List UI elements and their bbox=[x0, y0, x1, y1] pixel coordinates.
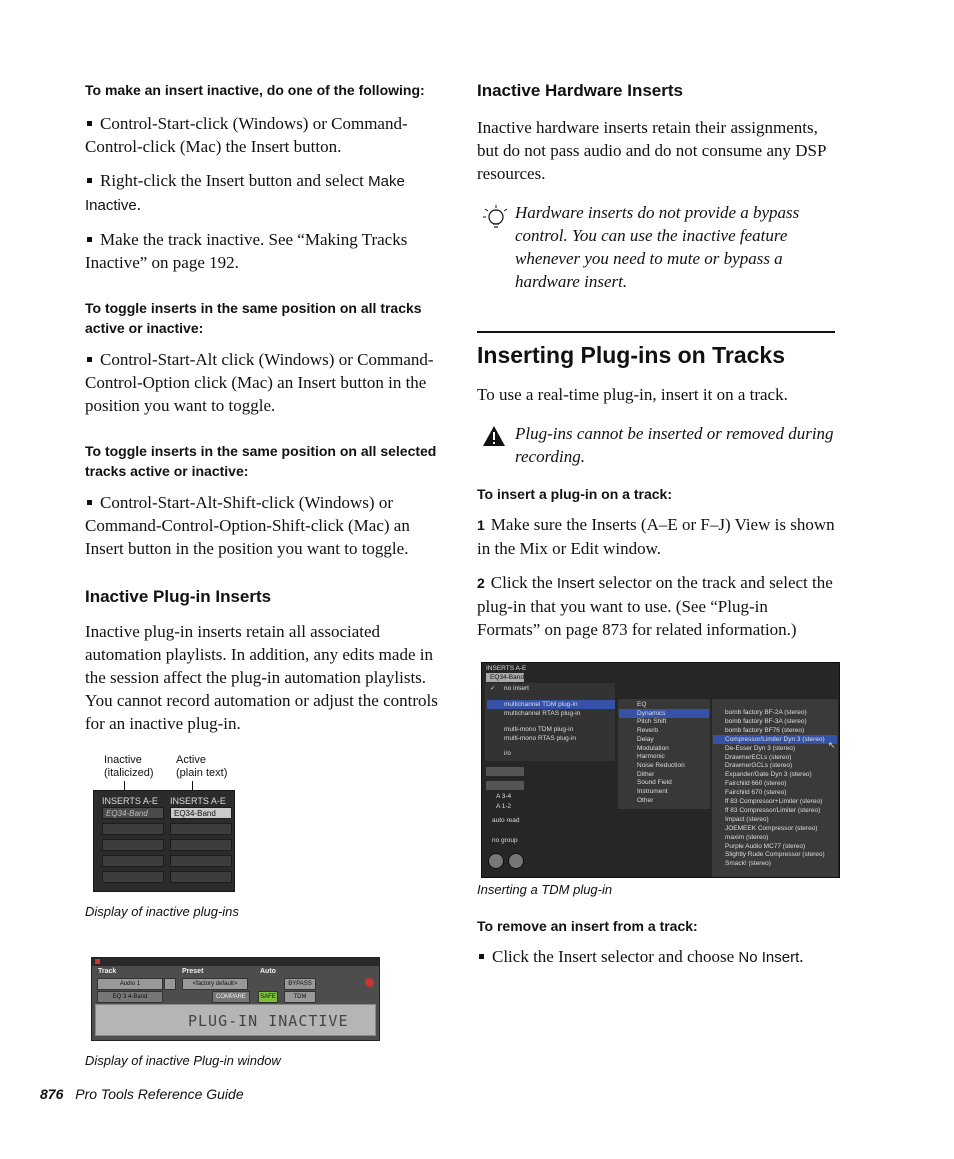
insert-slot[interactable] bbox=[102, 823, 164, 835]
plugin-menu-item[interactable]: DrawmerGCLs (stereo) bbox=[725, 762, 793, 770]
left-column bbox=[85, 80, 445, 735]
plugin-menu-item[interactable]: Slightly Rude Compressor (stereo) bbox=[725, 851, 825, 859]
insert-slot-inactive[interactable]: EQ34-Band bbox=[102, 807, 164, 819]
paragraph: Inactive hardware inserts retain their assignments, but do not pass audio and do not consume any DSP resources. bbox=[477, 118, 826, 183]
submenu-category-item[interactable]: Dither bbox=[637, 770, 655, 778]
plugin-menu-item[interactable]: bomb factory BF76 (stereo) bbox=[725, 726, 805, 734]
plugin-menu-item[interactable]: De-Esser Dyn 3 (stereo) bbox=[725, 744, 796, 752]
procedure-heading: To toggle inserts in the same position on all tracks active or inactive: bbox=[85, 300, 422, 336]
chapter-heading: Inserting Plug-ins on Tracks bbox=[477, 342, 786, 368]
inserts-header: INSERTS A-E bbox=[102, 796, 158, 806]
step-item: 2 Click the Insert selector on the track and select the plug-in that you want to use. (See “Plug-in Formats” on page 873 for related information.) bbox=[477, 573, 833, 639]
insert-slot[interactable] bbox=[102, 839, 164, 851]
compare-button[interactable]: COMPARE bbox=[212, 991, 250, 1003]
plugin-menu-item[interactable]: ff 83 Compressor+Limiter (stereo) bbox=[725, 798, 823, 805]
track-label: Track bbox=[98, 968, 117, 975]
insert-slot[interactable] bbox=[170, 839, 232, 851]
safe-button[interactable]: SAFE bbox=[258, 991, 278, 1003]
bypass-button[interactable]: BYPASS bbox=[284, 978, 316, 990]
paragraph: Inactive plug-in inserts retain all associated automation playlists. In addition, any edits made in the session affect the plug-in automation playlists. You cannot record automation or adjust the controls for an inactive plug-in. bbox=[85, 622, 438, 733]
group-selector[interactable]: no group bbox=[492, 837, 518, 844]
track-selector[interactable]: Audio 1 bbox=[97, 978, 163, 990]
section-heading: Inactive Hardware Inserts bbox=[477, 81, 683, 100]
lightbulb-icon bbox=[481, 203, 507, 233]
plugin-menu-item[interactable]: Impact (stereo) bbox=[725, 815, 769, 823]
preset-selector[interactable]: <factory default> bbox=[182, 978, 248, 990]
bullet-icon bbox=[87, 500, 92, 505]
bullet-icon bbox=[87, 178, 92, 183]
bullet-item: Control-Start-Alt-Shift-click (Windows) or Command-Control-Option-Shift-click (Mac) an Insert button in the position you want to toggle. bbox=[85, 493, 410, 558]
plugin-selector[interactable]: EQ 3 4-Band bbox=[97, 991, 163, 1003]
page-number: 876 bbox=[40, 1086, 64, 1102]
menu-item[interactable]: multichannel TDM plug-in bbox=[504, 701, 578, 708]
automation-mode[interactable]: auto read bbox=[492, 817, 520, 824]
insert-slot[interactable] bbox=[170, 871, 232, 883]
insert-slot-label: EQ34-Band bbox=[490, 674, 524, 681]
annotation-inactive: Inactive (italicized) bbox=[104, 754, 154, 779]
plugin-menu-item[interactable]: ff 83 Compressor/Limiter (stereo) bbox=[725, 806, 821, 814]
knob-icon[interactable] bbox=[488, 853, 504, 869]
menu-item[interactable]: multi-mono RTAS plug-in bbox=[504, 735, 577, 742]
window-titlebar bbox=[92, 958, 379, 966]
insert-menu-figure bbox=[481, 662, 840, 878]
plugin-menu-item[interactable]: Expander/Gate Dyn 3 (stereo) bbox=[725, 771, 812, 779]
knob-icon[interactable] bbox=[508, 853, 524, 869]
bullet-icon bbox=[87, 121, 92, 126]
tip-note: Hardware inserts do not provide a bypass control. You can use the inactive feature whenever you need to mute or bypass a hardware insert. bbox=[477, 201, 835, 293]
plugin-menu-item[interactable]: Fairchild 670 (stereo) bbox=[725, 789, 787, 797]
bullet-item: Control-Start-Alt click (Windows) or Command-Control-Option click (Mac) an Insert button in the position you want to toggle. bbox=[85, 350, 434, 415]
bullet-icon bbox=[87, 237, 92, 242]
bullet-item: Make the track inactive. See “Making Tracks Inactive” on page 192. bbox=[85, 230, 408, 272]
page-footer bbox=[40, 1086, 244, 1102]
inserts-header: INSERTS A-E bbox=[170, 796, 226, 806]
bullet-item: Control-Start-click (Windows) or Command-Control-click (Mac) the Insert button. bbox=[85, 114, 408, 156]
bullet-icon bbox=[479, 954, 484, 959]
plugin-menu-item[interactable]: Fairchild 660 (stereo) bbox=[725, 780, 787, 788]
section-rule bbox=[477, 331, 835, 333]
cursor-icon: ↖ bbox=[828, 740, 836, 750]
plugin-menu-item[interactable]: Purple Audio MC77 (stereo) bbox=[725, 842, 806, 850]
insert-slot[interactable] bbox=[486, 781, 524, 790]
plugin-menu-item[interactable]: DrawmerECLs (stereo) bbox=[725, 753, 792, 761]
bullet-item: Click the Insert selector and choose No Insert. bbox=[477, 945, 857, 969]
plugin-menu-item[interactable]: JOEMEEK Compressor (stereo) bbox=[725, 824, 818, 832]
submenu-category-item[interactable]: Noise Reduction bbox=[637, 761, 685, 769]
inserts-figure bbox=[93, 790, 235, 892]
auto-label: Auto bbox=[260, 968, 276, 975]
insert-slot[interactable] bbox=[486, 767, 524, 776]
menu-item[interactable]: multichannel RTAS plug-in bbox=[504, 710, 581, 717]
step-item: 1 Make sure the Inserts (A–E or F–J) View is shown in the Mix or Edit window. bbox=[477, 515, 835, 558]
plugin-menu-item[interactable]: bomb factory BF-2A (stereo) bbox=[725, 709, 807, 716]
plugin-menu-item[interactable]: bomb factory BF-3A (stereo) bbox=[725, 717, 807, 725]
tdm-button[interactable]: TDM bbox=[284, 991, 316, 1003]
menu-item[interactable]: i/o bbox=[504, 750, 511, 757]
submenu-category-item[interactable]: Other bbox=[637, 796, 654, 804]
checkmark-icon: ✓ bbox=[490, 685, 496, 692]
submenu-category-item[interactable]: Instrument bbox=[637, 788, 668, 795]
io-label[interactable]: A 1-2 bbox=[496, 803, 512, 810]
warning-icon bbox=[481, 424, 507, 448]
insert-slot[interactable] bbox=[102, 855, 164, 867]
plugin-menu-item[interactable]: Compressor/Limiter Dyn 3 (stereo) bbox=[725, 735, 825, 743]
track-letter-button[interactable] bbox=[164, 978, 176, 990]
record-icon[interactable] bbox=[365, 978, 374, 987]
warning-note: Plug-ins cannot be inserted or removed during recording. bbox=[477, 422, 835, 468]
plugin-menu-item[interactable]: maxim (stereo) bbox=[725, 833, 769, 841]
procedure-heading: To remove an insert from a track: bbox=[477, 918, 698, 934]
plugin-window-figure bbox=[91, 957, 380, 1041]
right-column bbox=[477, 80, 835, 641]
inserts-column-active bbox=[170, 791, 232, 887]
submenu-category-item[interactable]: Harmonic bbox=[637, 753, 665, 761]
plugin-inactive-banner: PLUG-IN INACTIVE bbox=[95, 1004, 376, 1036]
figure-caption: Display of inactive Plug-in window bbox=[85, 1053, 281, 1068]
inserts-header: INSERTS A-E bbox=[486, 665, 527, 672]
submenu-category-item[interactable]: Reverb bbox=[637, 727, 658, 735]
procedure-heading: To insert a plug-in on a track: bbox=[477, 486, 672, 502]
menu-item-no-insert[interactable]: no insert bbox=[504, 685, 529, 692]
close-icon[interactable] bbox=[95, 959, 100, 964]
submenu-category-item[interactable]: Dynamics bbox=[637, 709, 666, 717]
plugin-menu-item[interactable]: Smack! (stereo) bbox=[725, 860, 771, 868]
section-heading: Inactive Plug-in Inserts bbox=[85, 587, 272, 606]
insert-slot[interactable] bbox=[170, 823, 232, 835]
paragraph: To use a real-time plug-in, insert it on a track. bbox=[477, 385, 788, 404]
submenu-category-item[interactable]: Delay bbox=[637, 735, 654, 743]
inserts-column-inactive bbox=[102, 791, 164, 887]
submenu-category-item[interactable]: Modulation bbox=[637, 744, 669, 752]
procedure-heading: To make an insert inactive, do one of the following: bbox=[85, 82, 425, 98]
insert-slot[interactable] bbox=[170, 855, 232, 867]
submenu-category-item[interactable]: Pitch Shift bbox=[637, 718, 667, 726]
procedure-heading: To toggle inserts in the same position on all selected tracks active or inactive: bbox=[85, 443, 437, 479]
io-label[interactable]: A 3-4 bbox=[496, 793, 512, 800]
submenu-category-item[interactable]: EQ bbox=[637, 701, 647, 708]
bullet-item: Right-click the Insert button and select Make Inactive. bbox=[85, 171, 405, 214]
preset-label: Preset bbox=[182, 968, 204, 975]
guide-title: Pro Tools Reference Guide bbox=[75, 1086, 244, 1102]
submenu-category-item[interactable]: Sound Field bbox=[637, 779, 672, 787]
menu-item[interactable]: multi-mono TDM plug-in bbox=[504, 726, 574, 733]
insert-slot[interactable] bbox=[102, 871, 164, 883]
insert-slot-active[interactable]: EQ34-Band bbox=[170, 807, 232, 819]
bullet-icon bbox=[87, 357, 92, 362]
figure-caption: Display of inactive plug-ins bbox=[85, 904, 239, 919]
figure-caption: Inserting a TDM plug-in bbox=[477, 882, 613, 897]
annotation-active: Active (plain text) bbox=[176, 754, 228, 779]
